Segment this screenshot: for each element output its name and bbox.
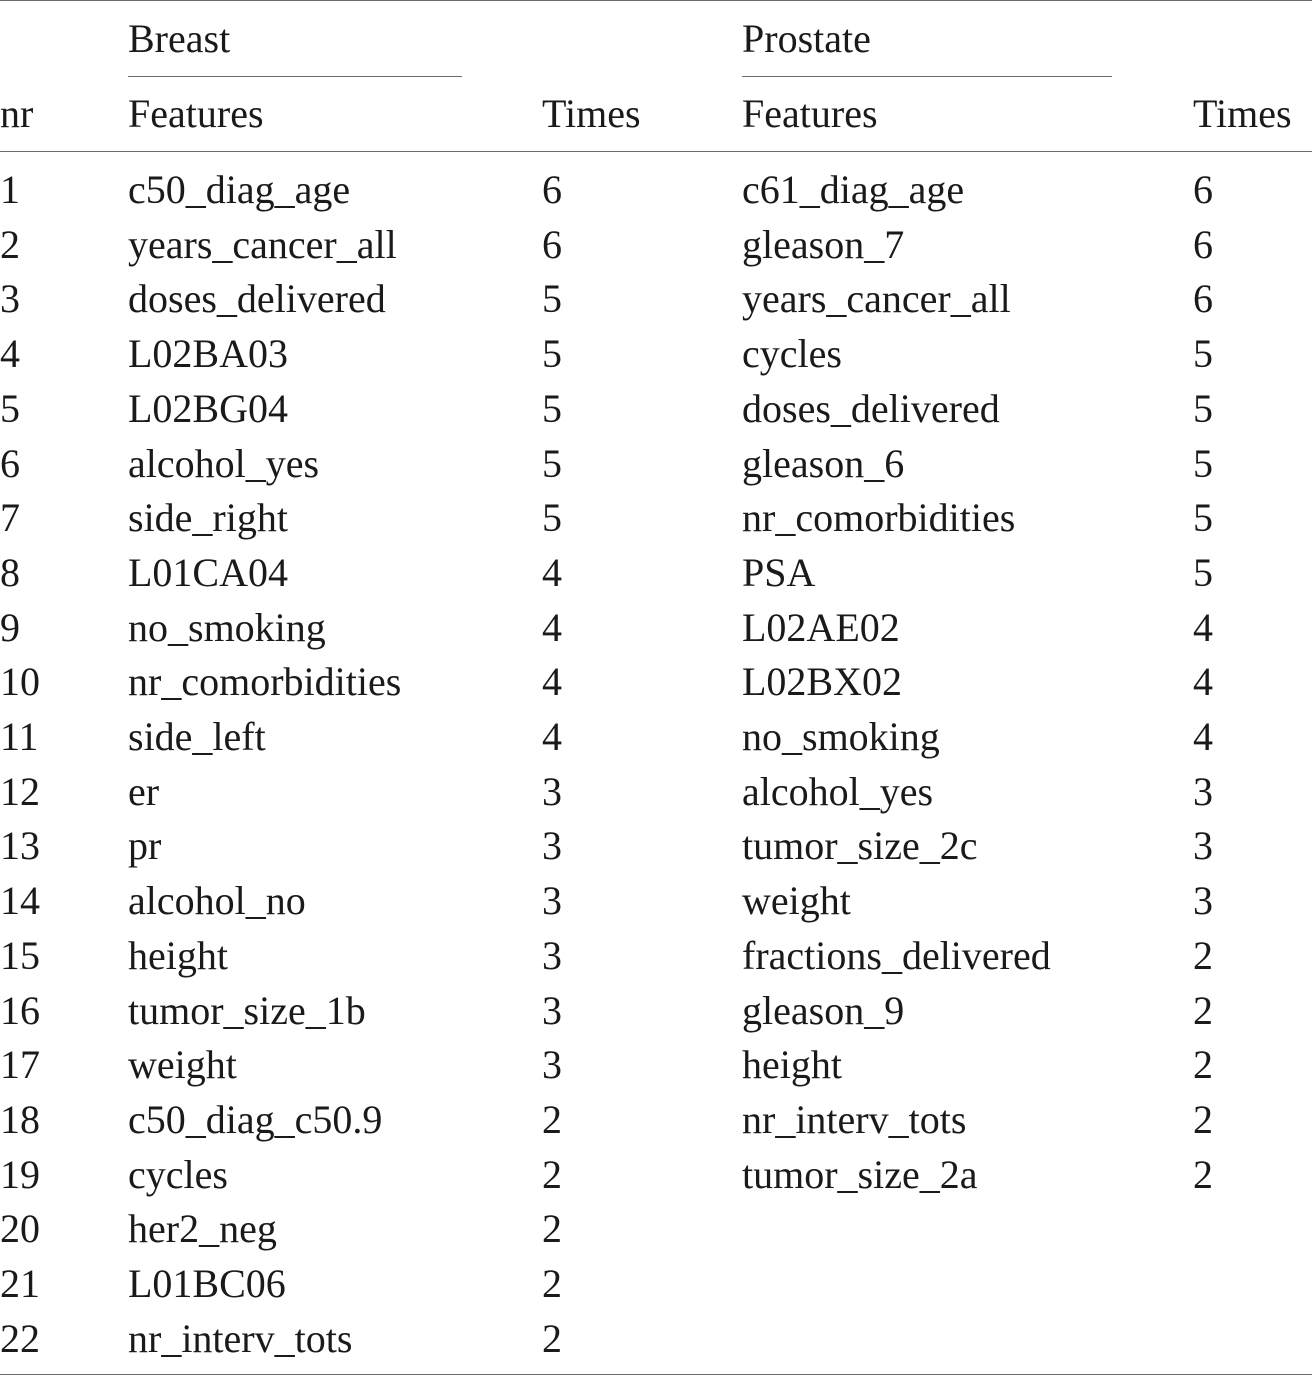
breast-feature-cell: cycles bbox=[128, 1151, 228, 1197]
prostate-times-cell: 3 bbox=[1193, 878, 1213, 924]
row-number: 6 bbox=[0, 440, 20, 486]
prostate-feature-cell: height bbox=[742, 1042, 842, 1088]
row-number: 9 bbox=[0, 604, 20, 650]
row-number: 22 bbox=[0, 1315, 40, 1361]
breast-times-cell: 5 bbox=[542, 440, 562, 486]
prostate-times-cell: 2 bbox=[1193, 1042, 1213, 1088]
breast-feature-cell: alcohol_yes bbox=[128, 440, 320, 486]
breast-times-cell: 2 bbox=[542, 1315, 562, 1361]
prostate-times-cell: 2 bbox=[1193, 1096, 1213, 1142]
breast-times-cell: 2 bbox=[542, 1096, 562, 1142]
row-number: 13 bbox=[0, 823, 40, 869]
row-number: 3 bbox=[0, 276, 20, 322]
breast-feature-cell: side_left bbox=[128, 714, 266, 759]
prostate-feature-cell: gleason_7 bbox=[742, 221, 905, 267]
prostate-times-cell: 6 bbox=[1193, 221, 1213, 267]
prostate-feature-cell: L02AE02 bbox=[742, 604, 900, 650]
prostate-feature-cell: PSA bbox=[742, 549, 816, 595]
breast-feature-cell: no_smoking bbox=[128, 604, 326, 650]
prostate-feature-cell: L02BX02 bbox=[742, 659, 902, 705]
breast-times-cell: 6 bbox=[542, 221, 562, 267]
prostate-feature-cell: fractions_delivered bbox=[742, 932, 1051, 978]
breast-feature-cell: height bbox=[128, 932, 228, 978]
prostate-times-cell: 2 bbox=[1193, 987, 1213, 1033]
row-number: 14 bbox=[0, 878, 40, 924]
breast-feature-cell: L02BG04 bbox=[128, 385, 288, 431]
prostate-times-cell: 5 bbox=[1193, 495, 1213, 541]
breast-times-cell: 5 bbox=[542, 276, 562, 322]
row-number: 18 bbox=[0, 1096, 40, 1142]
row-number: 12 bbox=[0, 768, 40, 814]
breast-times-cell: 3 bbox=[542, 823, 562, 869]
breast-times-cell: 4 bbox=[542, 604, 562, 650]
breast-feature-cell: pr bbox=[128, 823, 162, 869]
row-number: 10 bbox=[0, 659, 40, 705]
breast-times-cell: 3 bbox=[542, 987, 562, 1033]
row-number: 16 bbox=[0, 987, 40, 1033]
breast-feature-cell: alcohol_no bbox=[128, 878, 306, 924]
breast-feature-cell: er bbox=[128, 768, 160, 814]
prostate-times-cell: 6 bbox=[1193, 167, 1213, 212]
row-number: 17 bbox=[0, 1042, 40, 1088]
breast-feature-cell: c50_diag_age bbox=[128, 167, 351, 212]
breast-feature-cell: her2_neg bbox=[128, 1206, 277, 1252]
prostate-times-cell: 4 bbox=[1193, 659, 1213, 705]
prostate-times-column-header: Times bbox=[1193, 91, 1292, 136]
breast-times-column-header: Times bbox=[542, 91, 641, 136]
row-number: 21 bbox=[0, 1261, 40, 1306]
prostate-feature-cell: alcohol_yes bbox=[742, 768, 934, 814]
breast-times-cell: 5 bbox=[542, 385, 562, 431]
breast-group-header: Breast bbox=[128, 16, 231, 61]
prostate-times-cell: 5 bbox=[1193, 385, 1213, 431]
table-bottom-rule bbox=[0, 1374, 1312, 1375]
breast-feature-cell: L02BA03 bbox=[128, 331, 288, 377]
prostate-times-cell: 5 bbox=[1193, 440, 1213, 486]
prostate-feature-cell: nr_interv_tots bbox=[742, 1096, 967, 1142]
prostate-feature-cell: gleason_6 bbox=[742, 440, 905, 486]
breast-times-cell: 2 bbox=[542, 1151, 562, 1197]
breast-times-cell: 3 bbox=[542, 932, 562, 978]
breast-times-cell: 5 bbox=[542, 495, 562, 541]
prostate-feature-cell: weight bbox=[742, 878, 851, 924]
breast-group-underline bbox=[128, 76, 462, 77]
prostate-features-column-header: Features bbox=[742, 91, 878, 136]
breast-feature-cell: side_right bbox=[128, 495, 288, 541]
row-number: 1 bbox=[0, 167, 20, 212]
prostate-times-cell: 4 bbox=[1193, 604, 1213, 650]
prostate-times-cell: 2 bbox=[1193, 932, 1213, 978]
breast-feature-cell: tumor_size_1b bbox=[128, 987, 366, 1033]
prostate-times-cell: 3 bbox=[1193, 768, 1213, 814]
breast-feature-cell: nr_interv_tots bbox=[128, 1315, 353, 1361]
prostate-feature-cell: nr_comorbidities bbox=[742, 495, 1016, 541]
breast-feature-cell: nr_comorbidities bbox=[128, 659, 402, 705]
breast-feature-cell: c50_diag_c50.9 bbox=[128, 1096, 383, 1142]
header-bottom-rule bbox=[0, 151, 1312, 152]
row-number: 2 bbox=[0, 221, 20, 267]
nr-column-header: nr bbox=[0, 91, 34, 136]
breast-feature-cell: doses_delivered bbox=[128, 276, 386, 322]
breast-times-cell: 4 bbox=[542, 549, 562, 595]
prostate-feature-cell: gleason_9 bbox=[742, 987, 905, 1033]
prostate-feature-cell: tumor_size_2c bbox=[742, 823, 978, 869]
row-number: 8 bbox=[0, 549, 20, 595]
breast-feature-cell: L01CA04 bbox=[128, 549, 288, 595]
prostate-feature-cell: c61_diag_age bbox=[742, 167, 965, 212]
prostate-times-cell: 6 bbox=[1193, 276, 1213, 322]
prostate-feature-cell: no_smoking bbox=[742, 714, 940, 759]
breast-feature-cell: weight bbox=[128, 1042, 237, 1088]
table-top-rule bbox=[0, 0, 1312, 1]
row-number: 20 bbox=[0, 1206, 40, 1252]
breast-times-cell: 5 bbox=[542, 331, 562, 377]
prostate-times-cell: 3 bbox=[1193, 823, 1213, 869]
prostate-times-cell: 5 bbox=[1193, 331, 1213, 377]
breast-times-cell: 2 bbox=[542, 1261, 562, 1306]
row-number: 5 bbox=[0, 385, 20, 431]
prostate-group-header: Prostate bbox=[742, 16, 871, 61]
prostate-times-cell: 5 bbox=[1193, 549, 1213, 595]
breast-feature-cell: L01BC06 bbox=[128, 1261, 286, 1306]
breast-times-cell: 3 bbox=[542, 768, 562, 814]
prostate-group-underline bbox=[742, 76, 1112, 77]
row-number: 11 bbox=[0, 714, 39, 759]
prostate-feature-cell: cycles bbox=[742, 331, 842, 377]
row-number: 19 bbox=[0, 1151, 40, 1197]
row-number: 7 bbox=[0, 495, 20, 541]
breast-times-cell: 2 bbox=[542, 1206, 562, 1252]
breast-times-cell: 4 bbox=[542, 659, 562, 705]
breast-feature-cell: years_cancer_all bbox=[128, 221, 397, 267]
row-number: 4 bbox=[0, 331, 20, 377]
row-number: 15 bbox=[0, 932, 40, 978]
breast-times-cell: 6 bbox=[542, 167, 562, 212]
breast-times-cell: 3 bbox=[542, 878, 562, 924]
breast-times-cell: 4 bbox=[542, 714, 562, 759]
prostate-feature-cell: tumor_size_2a bbox=[742, 1151, 978, 1197]
prostate-feature-cell: doses_delivered bbox=[742, 385, 1000, 431]
prostate-feature-cell: years_cancer_all bbox=[742, 276, 1011, 322]
prostate-times-cell: 4 bbox=[1193, 714, 1213, 759]
breast-features-column-header: Features bbox=[128, 91, 264, 136]
prostate-times-cell: 2 bbox=[1193, 1151, 1213, 1197]
breast-times-cell: 3 bbox=[542, 1042, 562, 1088]
